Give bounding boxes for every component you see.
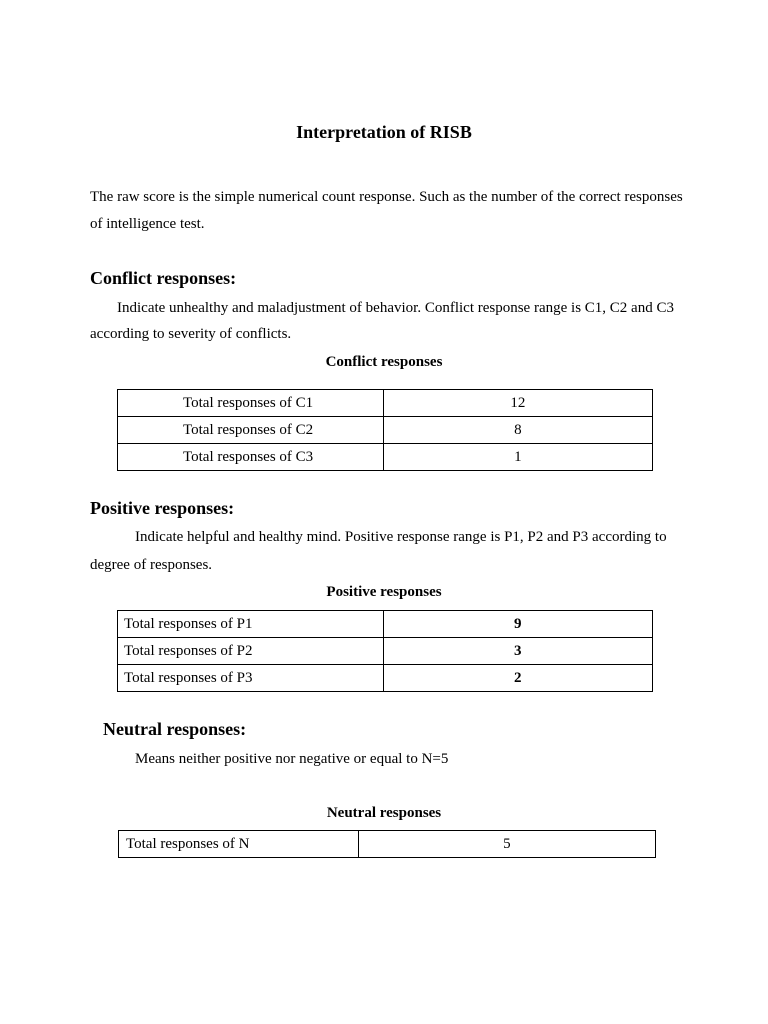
- row-label: Total responses of N: [119, 831, 359, 858]
- conflict-desc-line-2: according to severity of conflicts.: [90, 326, 292, 342]
- neutral-table: [118, 830, 656, 858]
- table-row: [118, 417, 653, 444]
- table-row: [118, 611, 653, 638]
- row-label: Total responses of P3: [118, 665, 384, 692]
- row-value: 8: [383, 417, 652, 444]
- conflict-table: [117, 389, 653, 471]
- table-row: [118, 444, 653, 471]
- row-label: Total responses of P1: [118, 611, 384, 638]
- intro-line-2: of intelligence test.: [90, 216, 205, 232]
- positive-desc-line-1: Indicate helpful and healthy mind. Positive response range is P1, P2 and P3 according to: [135, 529, 667, 545]
- table-row: [118, 665, 653, 692]
- row-label: Total responses of P2: [118, 638, 384, 665]
- row-label: Total responses of C3: [118, 444, 384, 471]
- row-value: 9: [383, 611, 652, 638]
- conflict-heading: Conflict responses:: [90, 268, 237, 288]
- positive-heading: Positive responses:: [90, 498, 235, 518]
- positive-table: [117, 610, 653, 692]
- conflict-desc-line-1: Indicate unhealthy and maladjustment of behavior. Conflict response range is C1, C2 and C3: [117, 300, 674, 316]
- row-label: Total responses of C1: [118, 390, 384, 417]
- row-value: 2: [383, 665, 652, 692]
- neutral-heading: Neutral responses:: [103, 719, 247, 739]
- positive-desc-line-2: degree of responses.: [90, 557, 213, 573]
- table-row: [119, 831, 656, 858]
- row-value: 5: [358, 831, 655, 858]
- neutral-table-caption: Neutral responses: [326, 805, 442, 821]
- positive-table-caption: Positive responses: [326, 584, 442, 600]
- page-title: Interpretation of RISB: [296, 122, 472, 142]
- row-value: 12: [383, 390, 652, 417]
- row-label: Total responses of C2: [118, 417, 384, 444]
- neutral-desc-line-1: Means neither positive nor negative or equal to N=5: [135, 751, 449, 767]
- table-row: [118, 390, 653, 417]
- intro-line-1: The raw score is the simple numerical count response. Such as the number of the correct responses: [90, 189, 683, 205]
- row-value: 3: [383, 638, 652, 665]
- conflict-table-caption: Conflict responses: [325, 354, 443, 370]
- table-row: [118, 638, 653, 665]
- row-value: 1: [383, 444, 652, 471]
